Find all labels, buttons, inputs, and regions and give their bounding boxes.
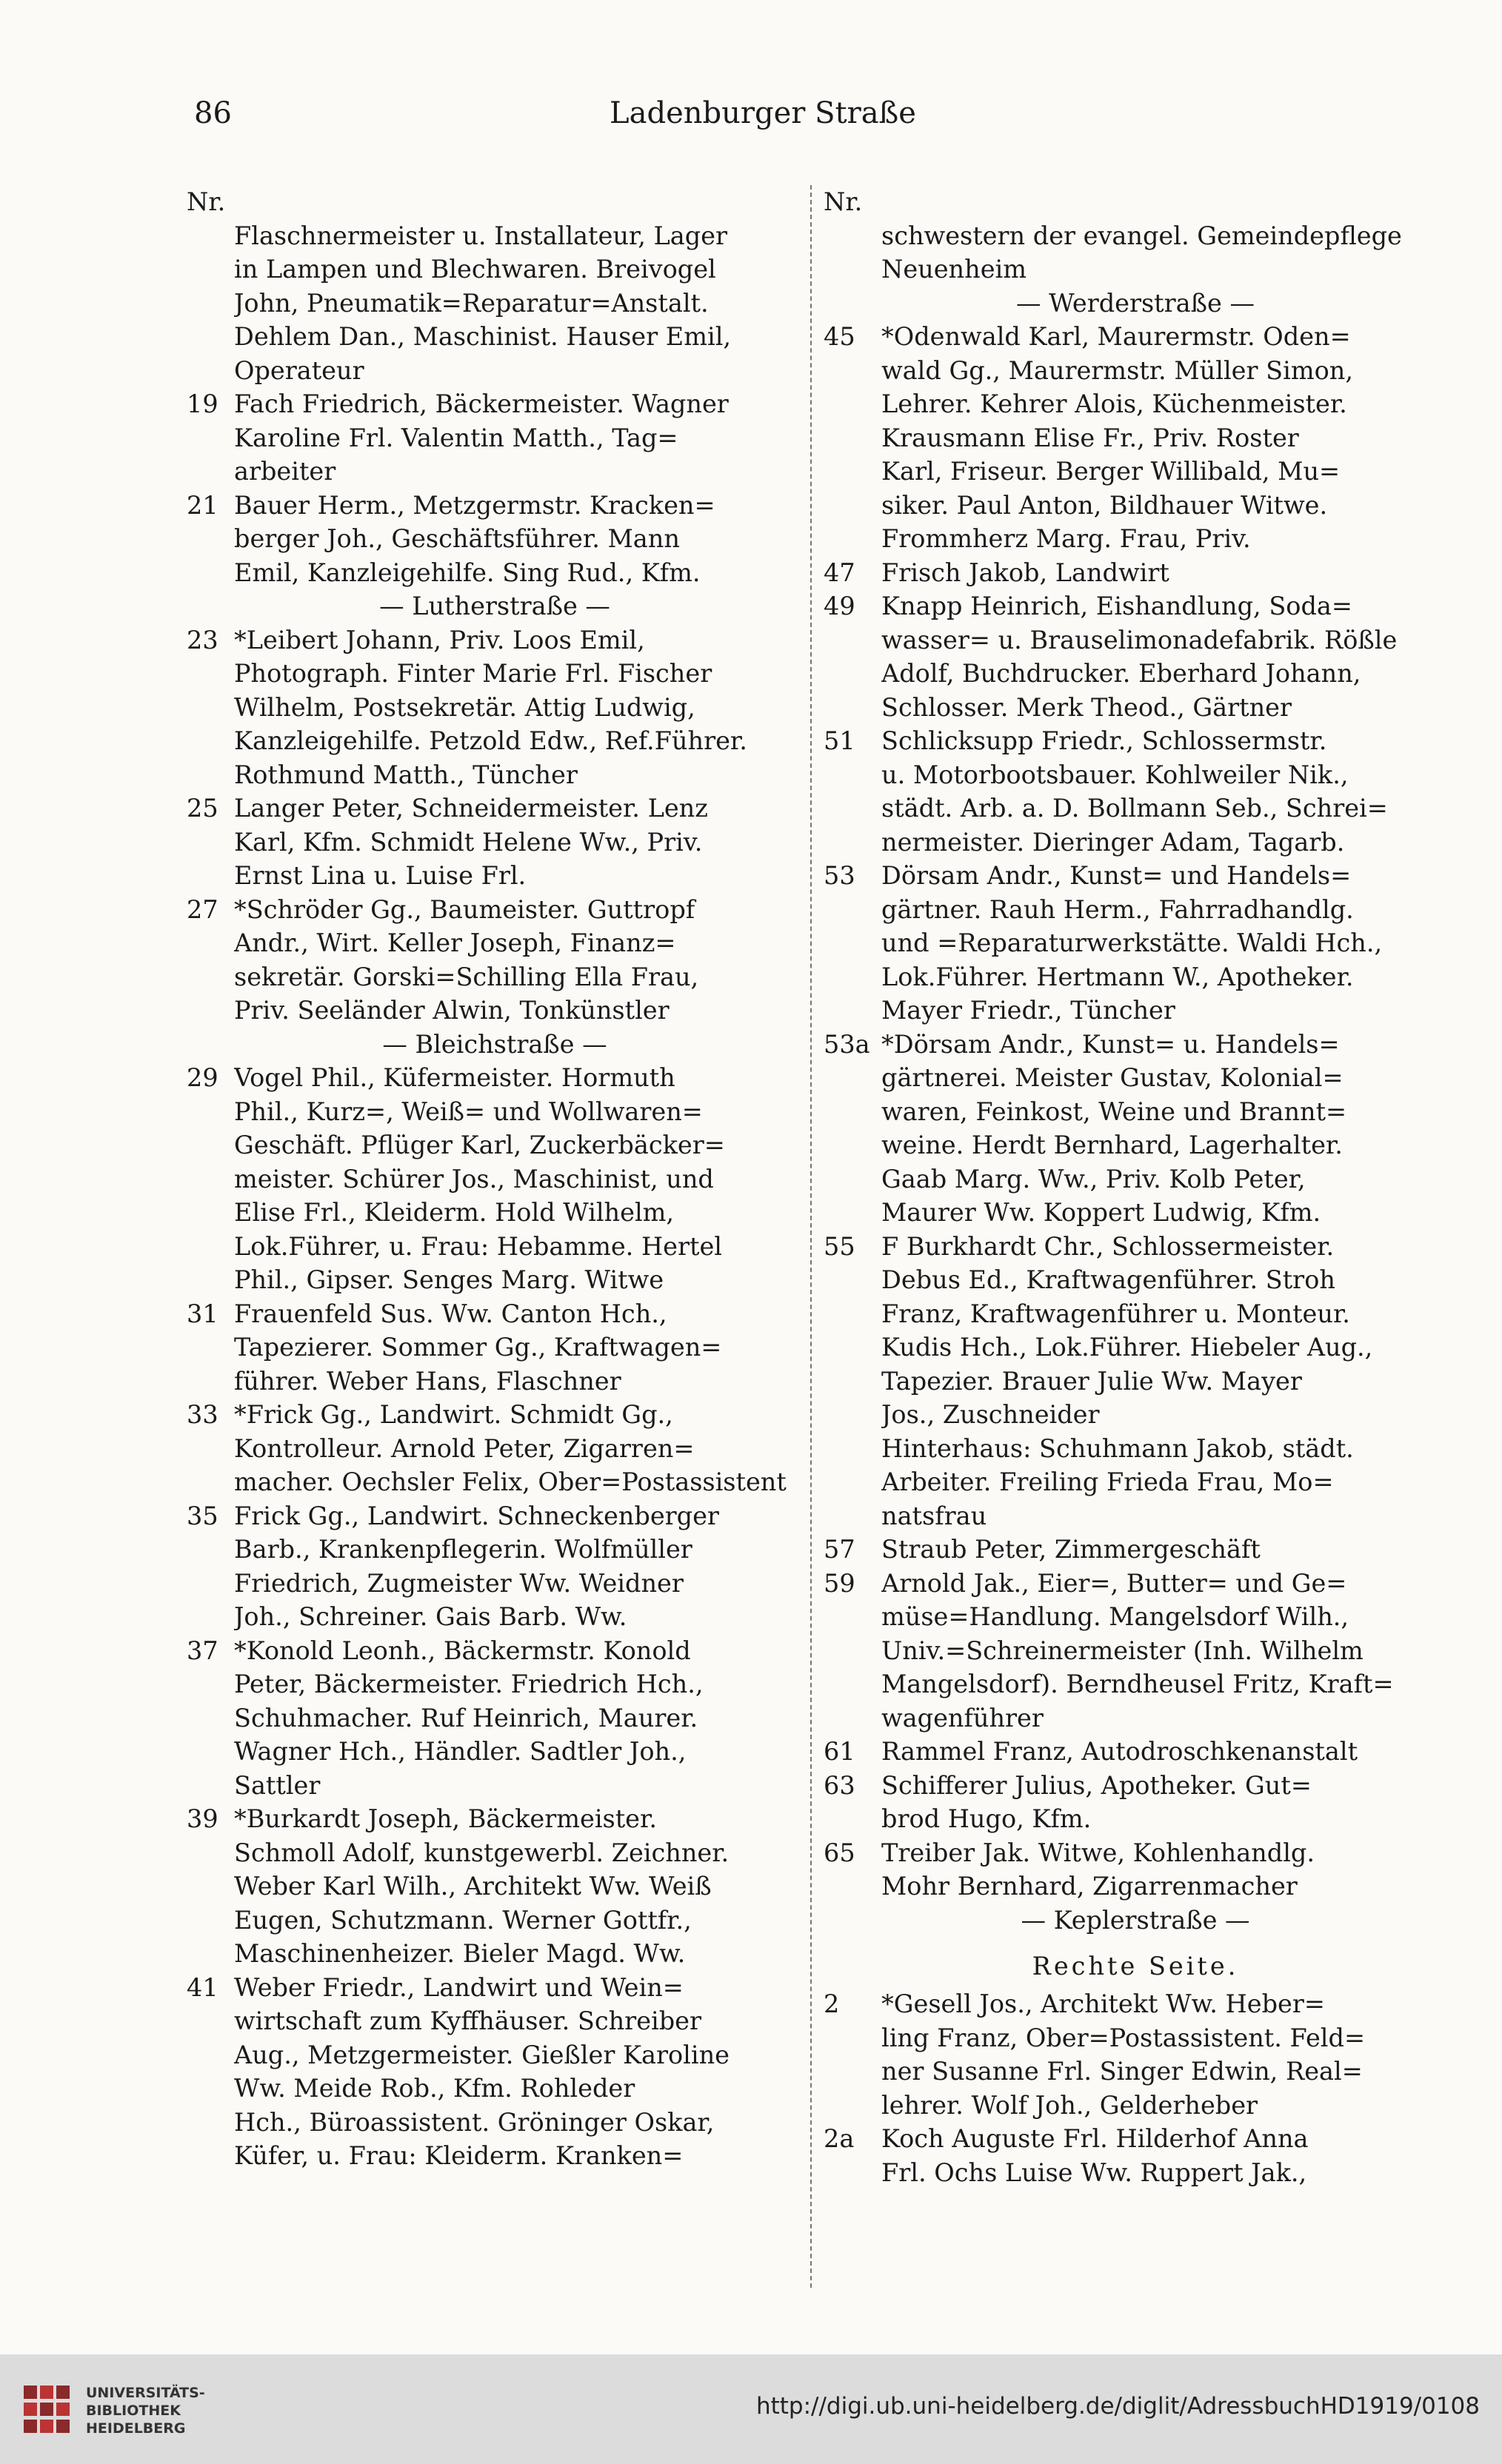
house-number: 35 [187,1501,218,1530]
entry-line: Wilhelm, Postsekretär. Attig Ludwig, [234,692,695,722]
entry-line: Kanzleigehilfe. Petzold Edw., Ref.Führer. [234,726,747,755]
entry-line: ling Franz, Ober=Postassistent. Feld= [881,2023,1366,2052]
entry-line: Debus Ed., Kraftwagenführer. Stroh [881,1265,1335,1294]
entry-line: Emil, Kanzleigehilfe. Sing Rud., Kfm. [234,558,701,587]
street-heading: — Keplerstraße — [1021,1905,1250,1935]
entry-line: Schmoll Adolf, kunstgewerbl. Zeichner. [234,1838,730,1867]
house-number: 2a [824,2124,855,2153]
left-column [187,185,803,2173]
nr-label: Nr. [187,187,226,216]
house-number: 23 [187,625,218,654]
entry-line: Frick Gg., Landwirt. Schneckenberger [234,1501,719,1530]
entry-line: Neuenheim [881,255,1027,284]
entry-line: müse=Handlung. Mangelsdorf Wilh., [881,1602,1349,1631]
entry-line: Karl, Kfm. Schmidt Helene Ww., Priv. [234,827,703,857]
nr-label: Nr. [824,187,863,216]
address-entry [824,556,1447,590]
entry-line: Elise Frl., Kleiderm. Hold Wilhelm, [234,1198,675,1227]
entry-line: Weber Karl Wilh., Architekt Ww. Weiß [234,1872,712,1901]
address-entry [187,387,803,489]
entry-line: *Konold Leonh., Bäckermstr. Konold [234,1636,691,1665]
entry-line: Friedrich, Zugmeister Ww. Weidner [234,1568,684,1598]
house-number: 47 [824,558,855,587]
house-number: 53a [824,1029,870,1059]
entry-line: Treiber Jak. Witwe, Kohlenhandlg. [881,1838,1315,1867]
entry-line: ner Susanne Frl. Singer Edwin, Real= [881,2057,1363,2086]
entry-line: Mangelsdorf). Berndheusel Fritz, Kraft= [881,1670,1394,1698]
entry-line: Mohr Bernhard, Zigarrenmacher [881,1872,1298,1901]
column-divider [810,185,812,2288]
house-number: 2 [824,1989,840,2018]
house-number: 53 [824,861,855,890]
address-entry [187,791,803,893]
entry-line: Kudis Hch., Lok.Führer. Hiebeler Aug., [881,1333,1373,1362]
entry-line: brod Hugo, Kfm. [881,1804,1092,1833]
source-url-link[interactable]: http://digi.ub.uni-heidelberg.de/diglit/AdressbuchHD1919/0108 [755,2393,1480,2420]
house-number: 27 [187,894,218,924]
entry-line: Jos., Zuschneider [881,1400,1100,1429]
entry-line: Arnold Jak., Eier=, Butter= und Ge= [881,1568,1347,1598]
entry-line: Lok.Führer, u. Frau: Hebamme. Hertel [234,1231,723,1261]
entry-line: Karoline Frl. Valentin Matth., Tag= [234,423,678,452]
entry-line: Geschäft. Pflüger Karl, Zuckerbäcker= [234,1131,725,1159]
entry-line: lehrer. Wolf Joh., Gelderheber [881,2090,1258,2120]
entry-line: wald Gg., Maurermstr. Müller Simon, [881,355,1353,385]
entry-line: Frisch Jakob, Landwirt [881,558,1169,587]
entry-line: städt. Arb. a. D. Bollmann Seb., Schrei= [881,794,1388,823]
entry-line: wirtschaft zum Kyffhäuser. Schreiber [234,2006,702,2035]
entry-line: *Gesell Jos., Architekt Ww. Heber= [881,1989,1325,2018]
address-entry [824,1769,1447,1836]
entry-line: Andr., Wirt. Keller Joseph, Finanz= [234,928,676,957]
house-number: 65 [824,1838,855,1867]
house-number: 25 [187,794,218,823]
address-entry [187,489,803,590]
house-number: 21 [187,490,218,520]
right-column [824,185,1447,2189]
address-entry [824,724,1447,859]
entry-line: sekretär. Gorski=Schilling Ella Frau, [234,962,699,991]
address-entry [824,1567,1447,1735]
entry-line: gärtnerei. Meister Gustav, Kolonial= [881,1063,1344,1092]
entry-line: Fach Friedrich, Bäckermeister. Wagner [234,389,729,418]
address-entry [187,1297,803,1399]
entry-line: Phil., Kurz=, Weiß= und Wollwaren= [234,1097,703,1126]
house-number: 51 [824,726,855,755]
entry-line: Sattler [234,1770,321,1800]
entry-line: Frl. Ochs Luise Ww. Ruppert Jak., [881,2157,1307,2187]
address-entry [824,1735,1447,1769]
entry-line: Aug., Metzgermeister. Gießler Karoline [234,2040,730,2069]
address-entry [824,1533,1447,1567]
entry-line: Koch Auguste Frl. Hilderhof Anna [881,2124,1309,2153]
entry-line: F Burkhardt Chr., Schlossermeister. [881,1231,1335,1261]
entry-line: nermeister. Dieringer Adam, Tagarb. [881,827,1345,857]
address-entry [824,589,1447,724]
continuation-block [187,219,803,388]
entry-line: schwestern der evangel. Gemeindepflege [881,221,1402,250]
address-entry [187,1971,803,2173]
address-entry [187,1634,803,1803]
entry-line: Tapezier. Brauer Julie Ww. Mayer [881,1366,1302,1396]
entry-line: *Odenwald Karl, Maurermstr. Oden= [881,322,1351,351]
entry-line: weine. Herdt Bernhard, Lagerhalter. [881,1131,1343,1159]
entry-line: Schuhmacher. Ruf Heinrich, Maurer. [234,1703,698,1732]
entry-line: Tapezierer. Sommer Gg., Kraftwagen= [234,1333,722,1362]
entry-line: Phil., Gipser. Senges Marg. Witwe [234,1265,664,1294]
entry-line: wagenführer [881,1703,1044,1732]
address-entry [824,2122,1447,2189]
entry-line: meister. Schürer Jos., Maschinist, und [234,1164,714,1194]
house-number: 63 [824,1770,855,1800]
entry-line: John, Pneumatik=Reparatur=Anstalt. [234,288,709,318]
entry-line: u. Motorbootsbauer. Kohlweiler Nik., [881,760,1349,789]
entry-line: Dehlem Dan., Maschinist. Hauser Emil, [234,322,732,351]
entry-line: *Burkardt Joseph, Bäckermeister. [234,1804,657,1833]
entry-line: Ernst Lina u. Luise Frl. [234,861,527,890]
page-header [194,96,1332,141]
entry-line: Rothmund Matth., Tüncher [234,760,578,789]
street-heading: — Lutherstraße — [379,592,610,620]
house-number: 33 [187,1400,218,1429]
house-number: 45 [824,322,855,351]
entry-line: Eugen, Schutzmann. Werner Gottfr., [234,1905,692,1935]
address-entry [187,1802,803,1971]
address-entry [187,1398,803,1499]
entry-line: *Dörsam Andr., Kunst= u. Handels= [881,1029,1340,1059]
entry-line: Flaschnermeister u. Installateur, Lager [234,221,728,250]
entry-line: Schlosser. Merk Theod., Gärtner [881,692,1292,722]
entry-line: Photograph. Finter Marie Frl. Fischer [234,659,712,688]
entry-line: Univ.=Schreinermeister (Inh. Wilhelm [881,1636,1364,1665]
library-name: UNIVERSITÄTS- BIBLIOTHEK HEIDELBERG [86,2385,205,2437]
house-number: 57 [824,1535,855,1564]
continuation-block [824,1432,1447,1533]
entry-line: Hch., Büroassistent. Gröninger Oskar, [234,2107,715,2137]
address-entry [187,1499,803,1634]
house-number: 55 [824,1231,855,1261]
entry-line: Maurer Ww. Koppert Ludwig, Kfm. [881,1198,1321,1227]
address-entry [824,1987,1447,2122]
entry-line: *Schröder Gg., Baumeister. Guttropf [234,894,695,924]
entry-line: Maschinenheizer. Bieler Magd. Ww. [234,1939,686,1968]
entry-line: Franz, Kraftwagenführer u. Monteur. [881,1299,1350,1328]
entry-line: Arbeiter. Freiling Frieda Frau, Mo= [881,1467,1334,1496]
side-heading: Rechte Seite. [1032,1952,1239,1981]
entry-line: Operateur [234,355,364,385]
university-library-seal-icon [21,2383,73,2436]
house-number: 31 [187,1299,218,1328]
entry-line: Dörsam Andr., Kunst= und Handels= [881,861,1352,890]
entry-line: arbeiter [234,457,336,486]
entry-line: Bauer Herm., Metzgermstr. Kracken= [234,490,715,520]
address-entry [187,893,803,1028]
entry-line: wasser= u. Brauselimonadefabrik. Rößle [881,625,1398,654]
house-number: 49 [824,592,855,620]
house-number: 39 [187,1804,218,1833]
entry-line: Hinterhaus: Schuhmann Jakob, städt. [881,1433,1354,1463]
house-number: 37 [187,1636,218,1665]
entry-line: Knapp Heinrich, Eishandlung, Soda= [881,592,1352,620]
entry-line: Frauenfeld Sus. Ww. Canton Hch., [234,1299,667,1328]
entry-line: Peter, Bäckermeister. Friedrich Hch., [234,1670,704,1698]
entry-line: *Leibert Johann, Priv. Loos Emil, [234,625,645,654]
address-entry [824,1230,1447,1432]
page-title: Ladenburger Straße [610,96,916,130]
entry-line: natsfrau [881,1501,987,1530]
entry-line: Straub Peter, Zimmergeschäft [881,1535,1261,1564]
address-entry [824,1028,1447,1230]
entry-line: Kontrolleur. Arnold Peter, Zigarren= [234,1433,695,1463]
address-entry [824,320,1447,556]
entry-line: waren, Feinkost, Weine und Brannt= [881,1097,1347,1126]
entry-line: und =Reparaturwerkstätte. Waldi Hch., [881,928,1383,957]
address-entry [824,1836,1447,1904]
house-number: 19 [187,389,218,418]
entry-line: Wagner Hch., Händler. Sadtler Joh., [234,1737,687,1766]
page-number: 86 [194,96,232,130]
entry-line: *Frick Gg., Landwirt. Schmidt Gg., [234,1400,673,1429]
entry-line: Küfer, u. Frau: Kleiderm. Kranken= [234,2141,684,2170]
street-heading: — Werderstraße — [1016,288,1255,318]
entry-line: Ww. Meide Rob., Kfm. Rohleder [234,2074,635,2103]
entry-line: Schlicksupp Friedr., Schlossermstr. [881,726,1327,755]
entry-line: Mayer Friedr., Tüncher [881,996,1175,1025]
entry-line: berger Joh., Geschäftsführer. Mann [234,524,680,553]
entry-line: siker. Paul Anton, Bildhauer Witwe. [881,490,1328,520]
entry-line: Schifferer Julius, Apotheker. Gut= [881,1770,1312,1800]
footer-bar [0,2354,1502,2464]
house-number: 61 [824,1737,855,1766]
continuation-block [824,219,1447,287]
entry-line: Joh., Schreiner. Gais Barb. Ww. [234,1602,627,1631]
entry-line: Krausmann Elise Fr., Priv. Roster [881,423,1299,452]
entry-line: Gaab Marg. Ww., Priv. Kolb Peter, [881,1164,1306,1194]
entry-line: Vogel Phil., Küfermeister. Hormuth [234,1063,675,1092]
entry-line: Karl, Friseur. Berger Willibald, Mu= [881,457,1341,486]
entry-line: gärtner. Rauh Herm., Fahrradhandlg. [881,894,1354,924]
entry-line: macher. Oechsler Felix, Ober=Postassistent [234,1467,787,1496]
entry-line: Frommherz Marg. Frau, Priv. [881,524,1251,553]
entry-line: Weber Friedr., Landwirt und Wein= [234,1972,684,2002]
entry-line: Langer Peter, Schneidermeister. Lenz [234,794,708,823]
house-number: 29 [187,1063,218,1092]
entry-line: Lok.Führer. Hertmann W., Apotheker. [881,962,1354,991]
entry-line: Rammel Franz, Autodroschkenanstalt [881,1737,1358,1766]
entry-line: in Lampen und Blechwaren. Breivogel [234,255,716,284]
address-entry [824,859,1447,1028]
entry-line: Lehrer. Kehrer Alois, Küchenmeister. [881,389,1347,418]
address-entry [187,1061,803,1297]
house-number: 59 [824,1568,855,1598]
street-heading: — Bleichstraße — [382,1029,607,1059]
entry-line: Adolf, Buchdrucker. Eberhard Johann, [881,659,1361,688]
address-entry [187,623,803,792]
house-number: 41 [187,1972,218,2002]
entry-line: führer. Weber Hans, Flaschner [234,1366,621,1396]
entry-line: Barb., Krankenpflegerin. Wolfmüller [234,1535,692,1564]
entry-line: Priv. Seeländer Alwin, Tonkünstler [234,996,670,1025]
